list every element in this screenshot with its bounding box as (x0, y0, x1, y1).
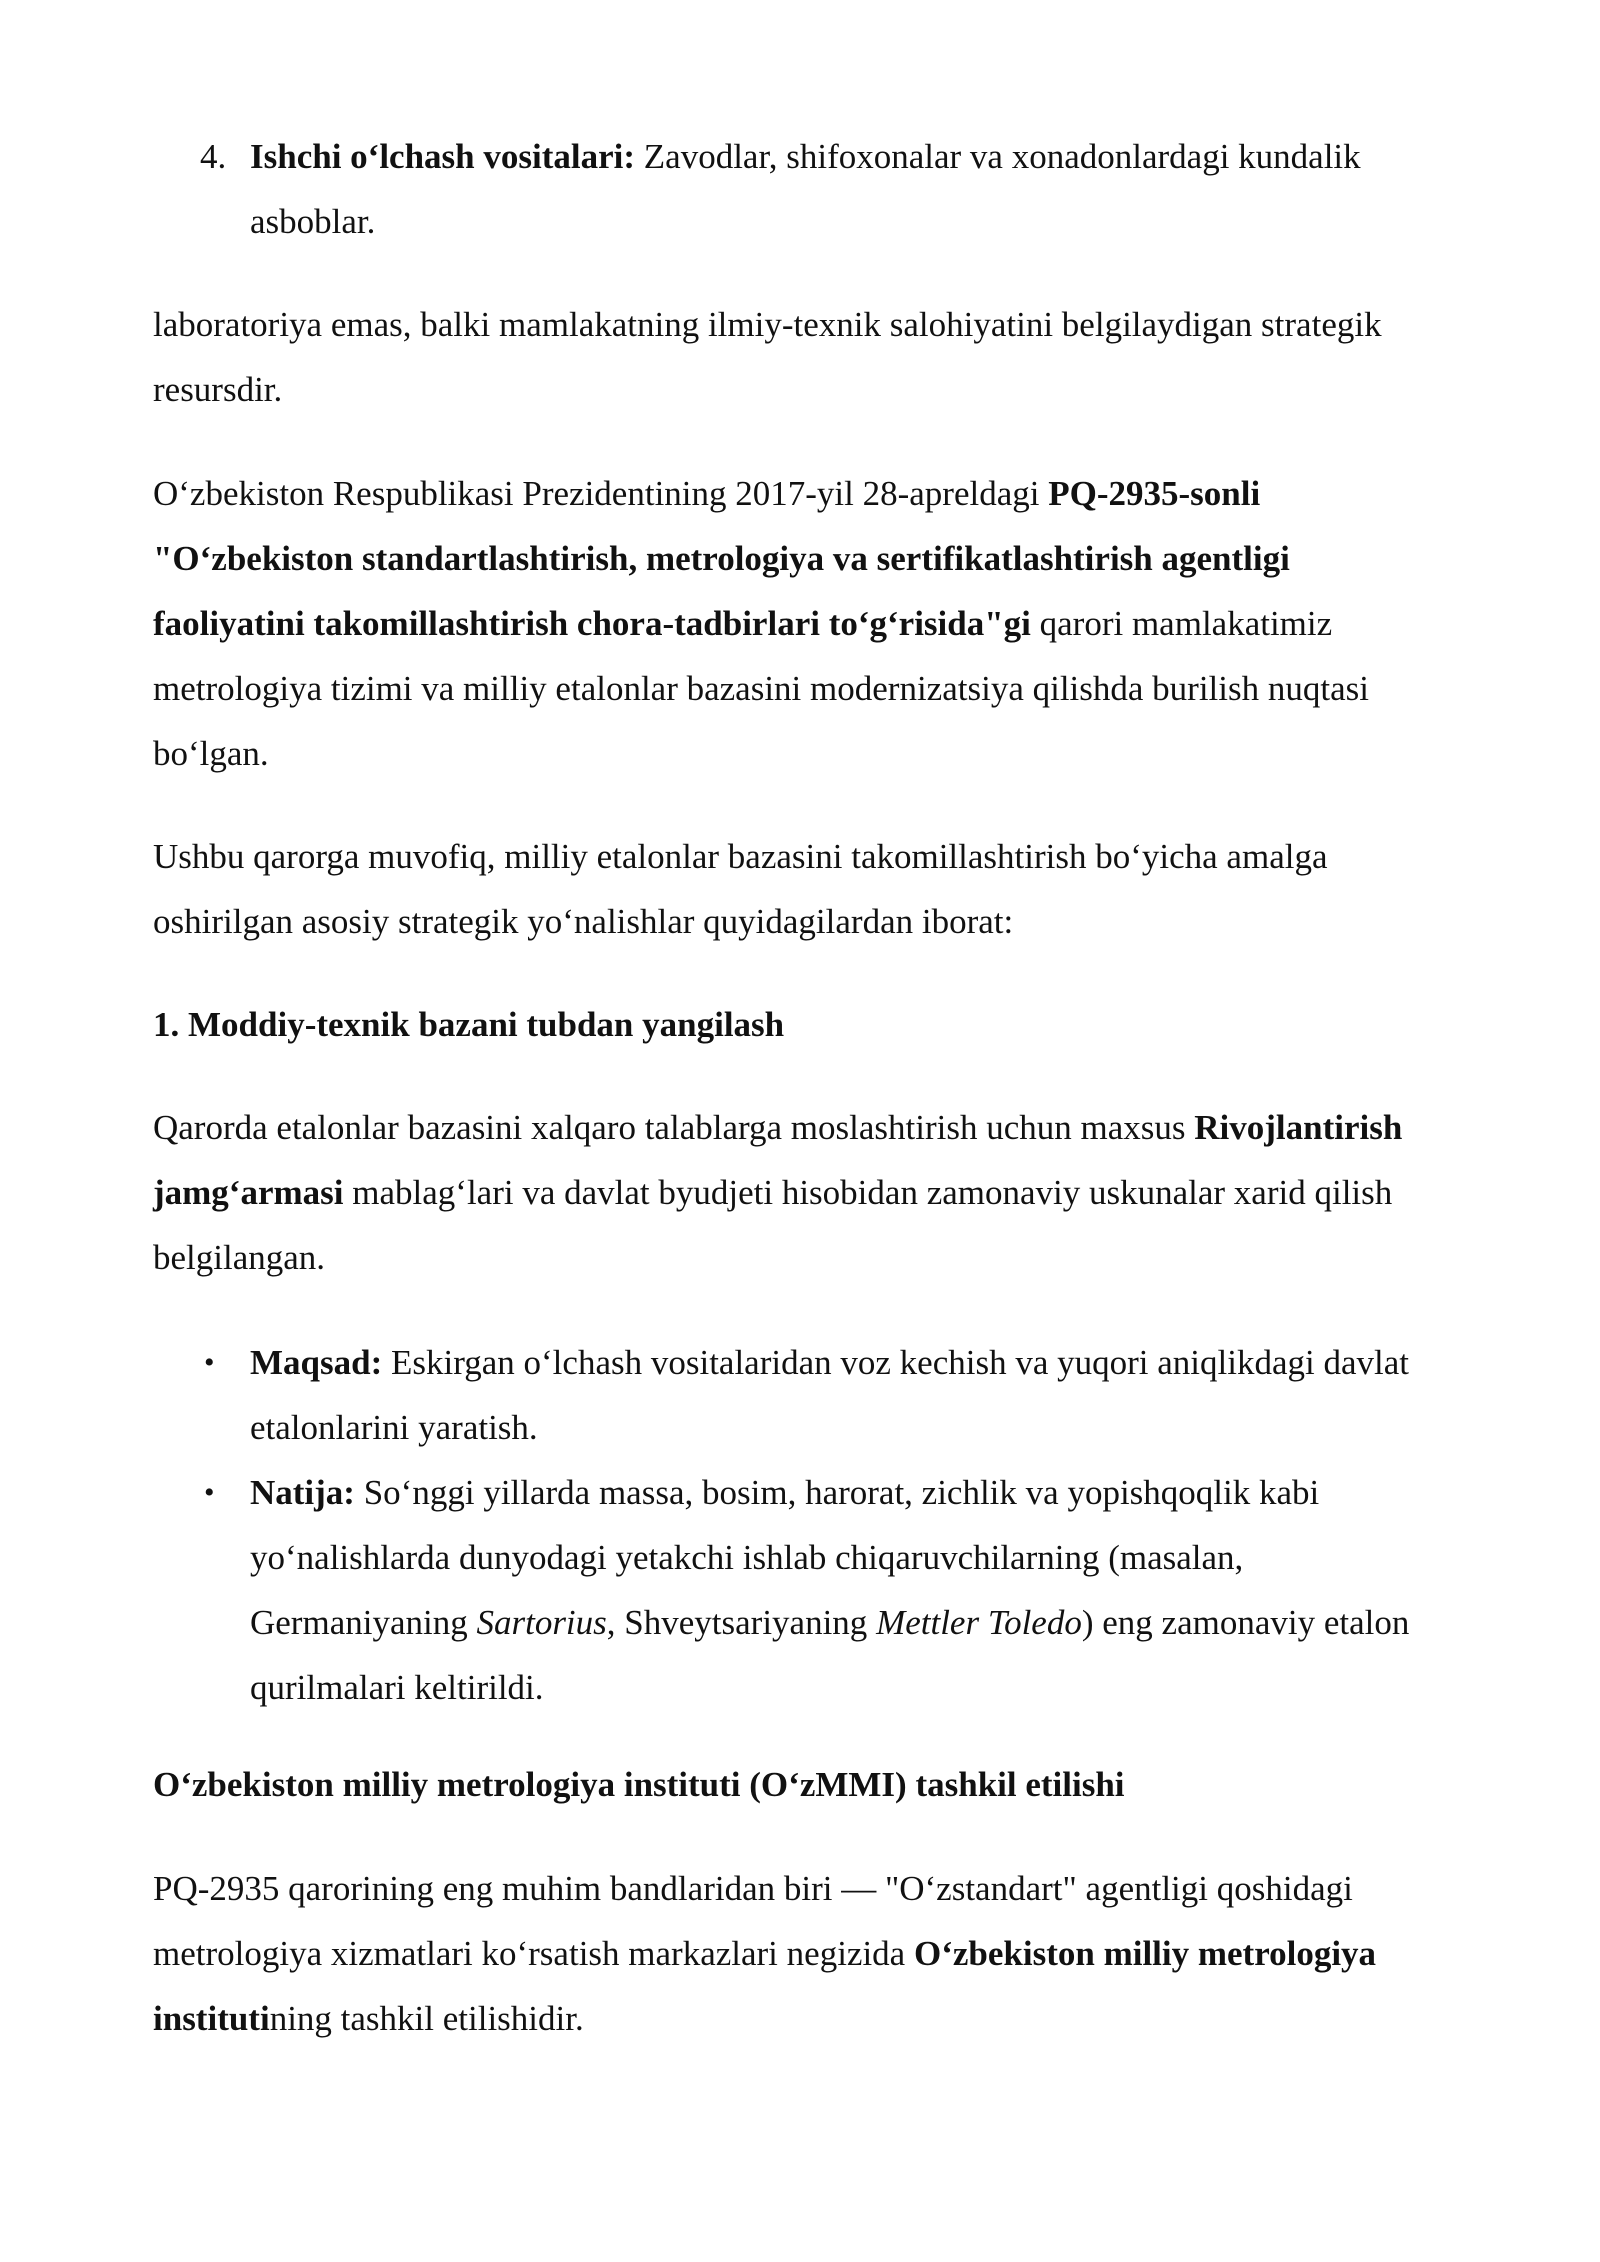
bullet-item-goal (204, 1330, 1450, 1460)
heading-text: O‘zbekiston milliy metrologiya instituti (O‘zMMI) tashkil etilishi (153, 1765, 1125, 1804)
bullet-marker: • (204, 1476, 215, 1509)
bullet-label: Natija: (250, 1473, 355, 1512)
paragraph-text-continued: ning tashkil etilishidir. (269, 1999, 584, 2038)
paragraph-text-continued: qarori mamlakatimiz metrologiya tizimi va milliy etalonlar bazasini modernizatsiya qilishda burilish nuqtasi bo‘lgan. (153, 604, 1369, 773)
institute-name: O‘zbekiston milliy metrologiya instituti (153, 1934, 1377, 2038)
paragraph-text: laboratoriya emas, balki mamlakatning ilmiy-texnik salohiyatini belgilaydigan strategik resursdir. (153, 305, 1382, 409)
decree-title: PQ-2935-sonli "O‘zbekiston standartlashtirish, metrologiya va sertifikatlashtirish agentligi faoliyatini takomillashtirish chora-tadbirlari to‘g‘risida"gi (153, 474, 1290, 643)
bullet-label: Maqsad: (250, 1343, 383, 1382)
company-name-mettler-toledo: Mettler Toledo (876, 1603, 1082, 1642)
paragraph-5 (153, 1856, 1443, 2051)
paragraph-text: O‘zbekiston Respublikasi Prezidentining 2017-yil 28-apreldagi (153, 474, 1049, 513)
list-number: 4. (200, 137, 227, 176)
paragraph-4 (153, 1095, 1443, 1290)
section-heading-2 (153, 1752, 1443, 1817)
paragraph-text: Qarorda etalonlar bazasini xalqaro talablarga moslashtirish uchun maxsus (153, 1108, 1195, 1147)
item-text: Zavodlar, shifoxonalar va xonadonlardagi kundalik asboblar. (250, 137, 1361, 241)
bullet-text-end: ) eng zamonaviy etalon qurilmalari keltirildi. (250, 1603, 1410, 1707)
paragraph-text: Ushbu qarorga muvofiq, milliy etalonlar bazasini takomillashtirish bo‘yicha amalga oshirilgan asosiy strategik yo‘nalishlar quyidagilardan iborat: (153, 837, 1328, 941)
paragraph-2 (153, 461, 1443, 786)
company-name-sartorius: Sartorius (476, 1603, 607, 1642)
item-label: Ishchi o‘lchash vositalari: (250, 137, 636, 176)
bullet-text: So‘nggi yillarda massa, bosim, harorat, zichlik va yopishqoqlik kabi yo‘nalishlarda dunyodagi yetakchi ishlab chiqaruvchilarning (masalan, Germaniyaning (250, 1473, 1320, 1642)
bullet-marker: • (204, 1346, 215, 1379)
bullet-text: Eskirgan o‘lchash vositalaridan voz kechish va yuqori aniqlikdagi davlat etalonlarini yaratish. (250, 1343, 1409, 1447)
heading-text: 1. Moddiy-texnik bazani tubdan yangilash (153, 1005, 785, 1044)
numbered-item-4 (200, 124, 1450, 254)
paragraph-text-continued: mablag‘lari va davlat byudjeti hisobidan zamonaviy uskunalar xarid qilish belgilangan. (153, 1173, 1393, 1277)
fund-name: Rivojlantirish jamg‘armasi (153, 1108, 1403, 1212)
paragraph-1 (153, 292, 1443, 422)
bullet-text-continued: , Shveytsariyaning (606, 1603, 877, 1642)
section-heading-1 (153, 992, 1443, 1057)
paragraph-text: PQ-2935 qarorining eng muhim bandlaridan biri — "O‘zstandart" agentligi qoshidagi metrologiya xizmatlari ko‘rsatish markazlari negizida (153, 1869, 1353, 1973)
bullet-item-result (204, 1460, 1450, 1720)
paragraph-3 (153, 824, 1443, 954)
